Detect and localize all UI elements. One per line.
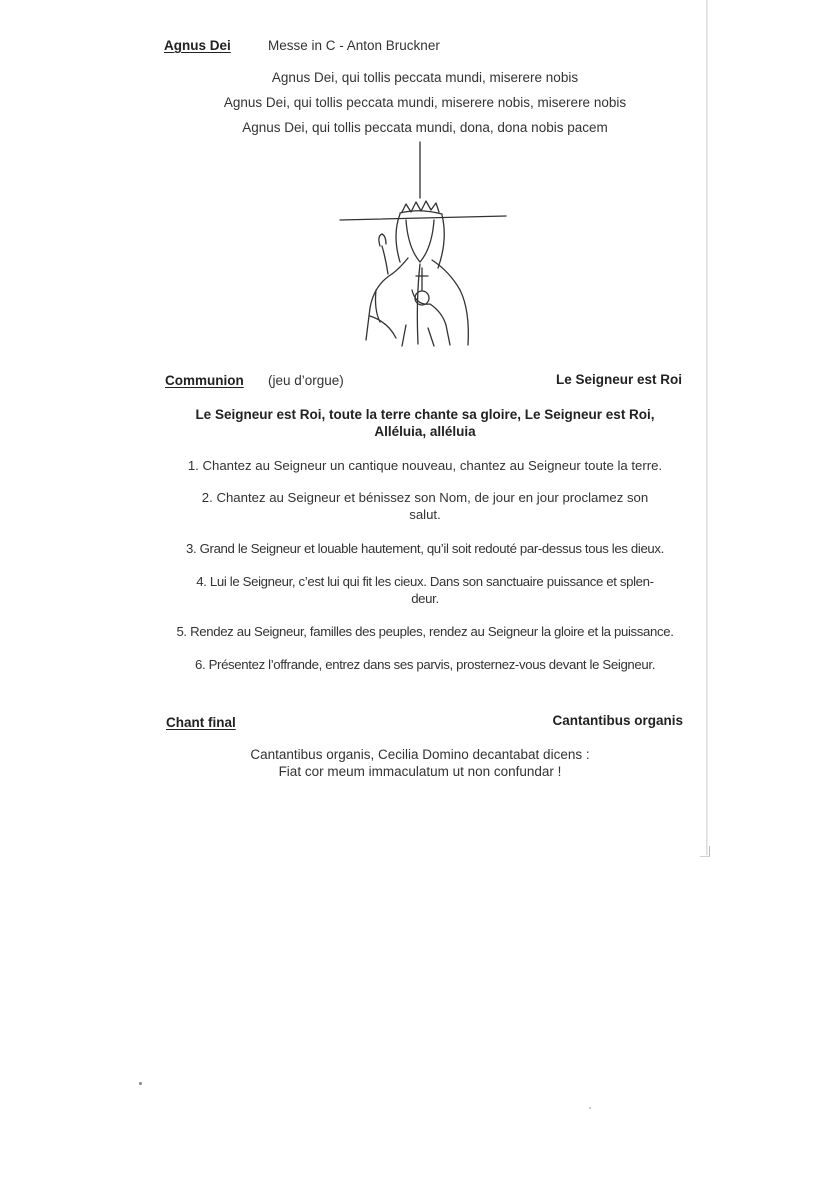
verse-2-cont bbox=[160, 506, 690, 523]
verse-text: 1. Chantez au Seigneur un cantique nouveau, chantez au Seigneur toute la terre. bbox=[187, 458, 663, 473]
verse-text: 5. Rendez au Seigneur, familles des peuples, rendez au Seigneur la gloire et la puissance. bbox=[176, 624, 674, 639]
final-title: Cantantibus organis bbox=[552, 713, 683, 728]
agnus-subtitle: Messe in C - Anton Bruckner bbox=[268, 38, 440, 53]
final-line: Cantantibus organis, Cecilia Domino decantabat dicens : bbox=[250, 747, 590, 762]
christ-king-cross-drawing bbox=[330, 140, 520, 350]
refrain-line: Alléluia, alléluia bbox=[374, 424, 476, 439]
agnus-heading: Agnus Dei bbox=[164, 38, 231, 53]
communion-title: Le Seigneur est Roi bbox=[555, 372, 682, 387]
agnus-line: Agnus Dei, qui tollis peccata mundi, miserere nobis, miserere nobis bbox=[223, 95, 627, 110]
final-heading: Chant final bbox=[166, 715, 236, 730]
scan-speck bbox=[139, 1082, 142, 1085]
verse-text: 3. Grand le Seigneur et louable hautement, qu’il soit redouté par-dessus tous les dieux. bbox=[186, 541, 664, 556]
verse-2 bbox=[160, 489, 690, 506]
verse-6 bbox=[160, 656, 690, 673]
communion-note: (jeu d’orgue) bbox=[268, 373, 344, 388]
agnus-line: Agnus Dei, qui tollis peccata mundi, miserere nobis bbox=[271, 70, 579, 85]
communion-heading: Communion bbox=[165, 373, 244, 388]
verse-text: salut. bbox=[409, 507, 441, 522]
page-edge bbox=[706, 0, 708, 855]
verse-text: 2. Chantez au Seigneur et bénissez son Nom, de jour en jour proclamez son bbox=[201, 490, 649, 505]
refrain-line: Le Seigneur est Roi, toute la terre chante sa gloire, Le Seigneur est Roi, bbox=[195, 407, 655, 422]
agnus-line: Agnus Dei, qui tollis peccata mundi, dona, dona nobis pacem bbox=[242, 120, 608, 135]
final-line: Fiat cor meum immaculatum ut non confundar ! bbox=[278, 764, 562, 779]
verse-1 bbox=[160, 457, 690, 474]
verse-5 bbox=[160, 623, 690, 640]
verse-3 bbox=[160, 540, 690, 557]
verse-text: deur. bbox=[411, 591, 439, 606]
page-corner bbox=[700, 846, 710, 857]
verse-4-cont bbox=[160, 590, 690, 607]
verse-text: 4. Lui le Seigneur, c’est lui qui fit les cieux. Dans son sanctuaire puissance et splen- bbox=[196, 574, 654, 589]
verse-4 bbox=[160, 573, 690, 590]
scan-speck bbox=[589, 1107, 591, 1109]
verse-text: 6. Présentez l’offrande, entrez dans ses parvis, prosternez-vous devant le Seigneur. bbox=[194, 657, 656, 672]
